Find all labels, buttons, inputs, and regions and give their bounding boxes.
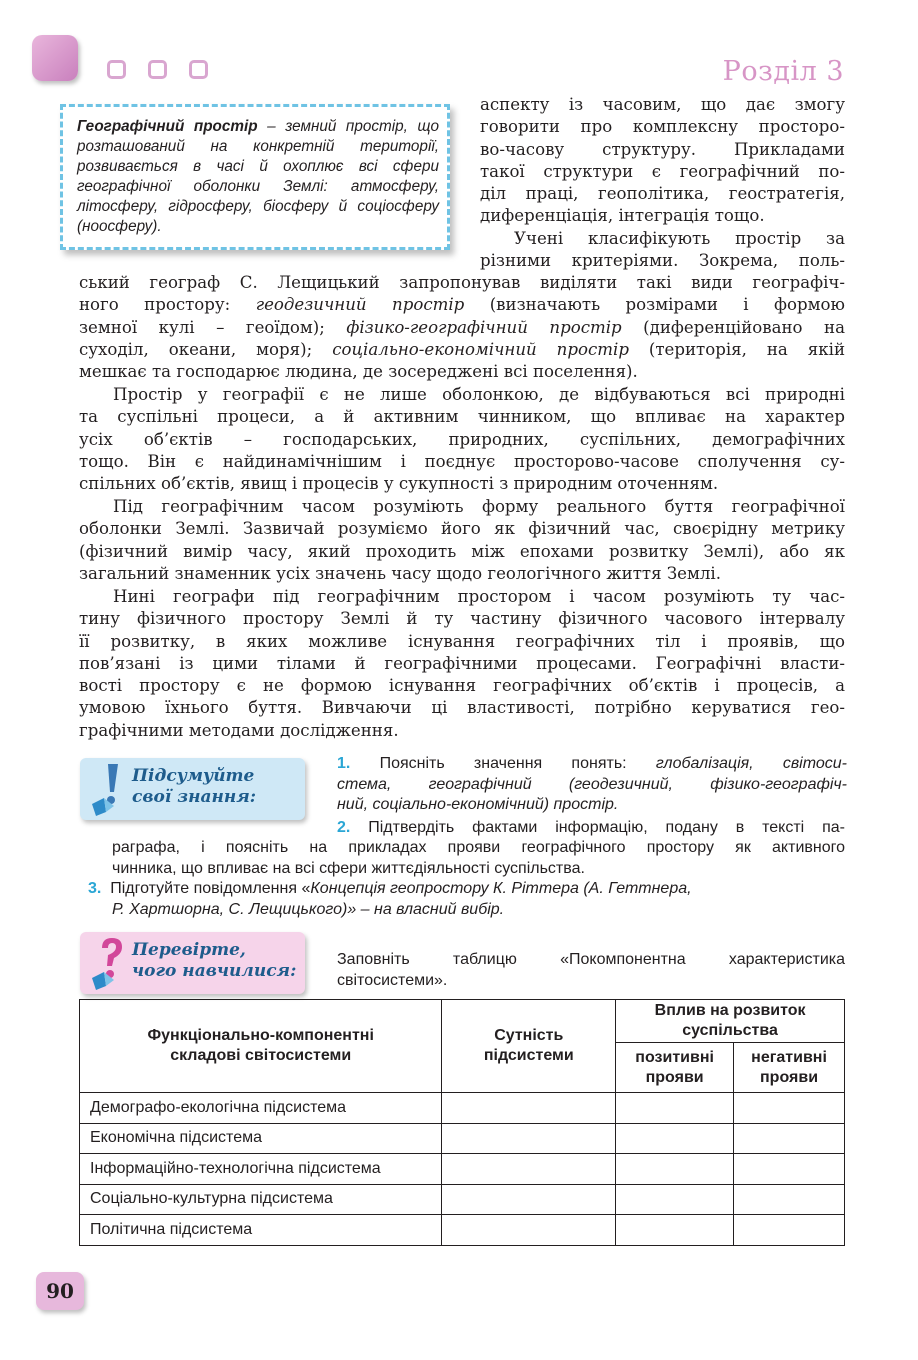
summary-badge-label xyxy=(132,766,256,808)
paragraph-4-line: (фізичний вимір часу, який проходить між епохами розвитку Землі), або як xyxy=(79,541,845,561)
subsystem-name: Економічна підсистема xyxy=(80,1123,442,1154)
paragraph-2-line xyxy=(79,317,845,339)
check-badge-label xyxy=(132,940,296,982)
check-task xyxy=(337,950,845,991)
empty-cell[interactable] xyxy=(616,1184,734,1215)
paragraph-4-line: оболонки Землі. Зазвичай розуміємо його як фізичний час, своєрідну метрику xyxy=(79,519,845,539)
decor-square-3 xyxy=(189,60,208,79)
text-run: (диференційовано на xyxy=(621,317,845,337)
paragraph-4 xyxy=(79,496,845,585)
empty-cell[interactable] xyxy=(734,1154,845,1185)
question-2-number: 2. xyxy=(337,819,351,836)
question-2-line-3: чинника, що впливає на всі сфери життєдіяльності суспільства. xyxy=(112,859,585,877)
summary-badge xyxy=(80,758,305,820)
paragraph-1-line: такої структури є географічний по- xyxy=(480,161,845,181)
paragraph-1-line: говорити про комплексну просторо- xyxy=(480,117,845,137)
question-2-continued xyxy=(112,838,845,879)
definition-body: – земний простір, що розташований на конкретній території, розвивається в часі й охоплює всі сфери географічної оболонки Землі: атмосферу, літосферу, гідросферу, біосферу й соціосферу (ноосферу). xyxy=(77,118,439,235)
question-1-line-3: ний, соціально-економічний) простір. xyxy=(337,796,619,813)
text-run: земної кулі – геоїдом); xyxy=(79,317,347,337)
subsystem-name: Соціально-культурна підсистема xyxy=(80,1184,442,1215)
empty-cell[interactable] xyxy=(616,1093,734,1124)
table-row xyxy=(80,1215,845,1246)
question-1-number: 1. xyxy=(337,755,351,772)
check-badge-line-2: чого навчилися: xyxy=(132,961,297,981)
paragraph-5-line: Нині географи під географічним простором і часом розуміють ту час- xyxy=(113,587,845,606)
empty-cell[interactable] xyxy=(442,1215,616,1246)
paragraph-3-line: спільних об’єктів, явищ і процесів у сукупності з природним оточенням. xyxy=(79,474,719,494)
question-3-line-2: Р. Хартшорна, С. Лещицького)» – на власний вибір. xyxy=(112,900,505,918)
empty-cell[interactable] xyxy=(734,1215,845,1246)
paragraph-4-line: Під географічним часом розуміють форму реального буття географічної xyxy=(113,497,845,516)
header-positive-line-2: прояви xyxy=(645,1068,704,1086)
paragraph-2-start xyxy=(480,228,845,273)
text-run: ський географ С. Лещицький запропонував виділяти такі види географіч- xyxy=(79,273,845,292)
text-run: суходіл, океани, моря); xyxy=(79,339,333,359)
empty-cell[interactable] xyxy=(442,1123,616,1154)
question-3-number: 3. xyxy=(88,880,102,897)
check-task-line-2: світосистеми». xyxy=(337,971,448,989)
empty-cell[interactable] xyxy=(616,1215,734,1246)
paragraph-3 xyxy=(79,384,845,495)
paragraph-5-line: графічними методами дослідження. xyxy=(79,720,399,740)
header-influence-line-2: суспільства xyxy=(682,1022,778,1039)
empty-cell[interactable] xyxy=(616,1154,734,1185)
empty-cell[interactable] xyxy=(442,1154,616,1185)
paragraph-1-line: диференціація, інтеграція тощо. xyxy=(480,206,765,226)
header-essence-line-1: Сутність xyxy=(494,1027,564,1044)
check-badge-line-1: Перевірте, xyxy=(132,940,246,960)
question-mark-icon xyxy=(88,934,128,992)
space-type-term: геодезичний простір xyxy=(255,295,465,315)
paragraph-1-line: діл праці, геополітика, геостратегія, xyxy=(480,184,845,204)
paragraph-3-line: Простір у географії є не лише оболонкою, де відбуваються всі природні xyxy=(113,385,845,404)
empty-cell[interactable] xyxy=(442,1184,616,1215)
question-3 xyxy=(88,879,845,920)
header-essence xyxy=(442,1000,616,1093)
space-type-term: соціально-економічний простір xyxy=(332,339,629,359)
definition-term: Географічний простір xyxy=(77,118,258,135)
section-marker-square xyxy=(32,35,78,81)
paragraph-3-line: та суспільні процеси, а й активним чинником, що впливає на характер xyxy=(79,407,845,427)
paragraph-1 xyxy=(480,94,845,228)
definition-box xyxy=(60,104,450,250)
question-2 xyxy=(337,818,845,839)
text-run: (визначають розмірами і формою xyxy=(464,295,845,315)
subsystem-name: Політична підсистема xyxy=(80,1215,442,1246)
header-components-line-1: Функціонально-компонентні xyxy=(147,1027,374,1044)
header-positive xyxy=(616,1043,734,1093)
paragraph-3-line: тощо. Він є найдинамічнішим і поєднує просторово-часове сполучення су- xyxy=(79,451,845,471)
paragraph-5-line: пов’язані із цими тілами й географічними процесами. Географічні власти- xyxy=(79,653,845,673)
paragraph-5 xyxy=(79,586,845,742)
paragraph-5-line: вості простору є не формою існування географічних об’єктів і процесів, а xyxy=(79,676,845,696)
empty-cell[interactable] xyxy=(734,1123,845,1154)
text-run: мешкає та господарює людина, де зосереджені всі поселення). xyxy=(79,362,638,382)
summary-badge-line-1: Підсумуйте xyxy=(132,766,255,786)
check-badge xyxy=(80,932,305,994)
empty-cell[interactable] xyxy=(734,1184,845,1215)
question-1-line-2: стема, географічний (геодезичний, фізико-географіч- xyxy=(337,775,847,793)
table-row xyxy=(80,1093,845,1124)
question-3-text: Підготуйте повідомлення « xyxy=(110,880,311,897)
paragraph-2-line: різними критеріями. Зокрема, поль- xyxy=(480,251,845,271)
table-header-row-1 xyxy=(80,1000,845,1043)
section-title: Розділ 3 xyxy=(722,56,844,87)
exclamation-icon xyxy=(88,760,128,818)
paragraph-2-line: Учені класифікують простір за xyxy=(514,229,845,248)
paragraph-2 xyxy=(79,272,845,383)
subsystem-table xyxy=(79,999,845,1246)
question-3-topic: Концепція геопростору К. Ріттера (А. Геттнера, xyxy=(310,880,692,897)
table-body xyxy=(80,1093,845,1246)
table-row xyxy=(80,1184,845,1215)
definition-text xyxy=(77,117,439,237)
question-1-text: Поясніть значення понять: xyxy=(379,755,656,772)
header-influence-line-1: Вплив на розвиток xyxy=(654,1002,806,1019)
paragraph-5-line: її розвитку, в яких можливе існування географічних тіл і проявів, що xyxy=(79,631,845,651)
header-negative xyxy=(734,1043,845,1093)
question-1 xyxy=(337,754,847,816)
header-negative-line-1: негативні xyxy=(751,1048,827,1066)
question-2-line-2: раграфа, і поясніть на прикладах прояви географічного простору як активного xyxy=(112,839,845,856)
paragraph-5-line: умовою їхнього буття. Вивчаючи ці властивості, потрібно керуватися гео- xyxy=(79,698,845,718)
header-essence-line-2: підсистеми xyxy=(483,1047,574,1064)
subsystem-name: Демографо-екологічна підсистема xyxy=(80,1093,442,1124)
check-task-line-1: Заповніть таблицю «Покомпонентна характеристика xyxy=(337,951,845,968)
paragraph-5-line: тину фізичного простору Землі й ту частину фізичного часового інтервалу xyxy=(79,609,845,629)
paragraph-2-line xyxy=(79,339,845,361)
paragraph-1-line: во-часову структуру. Прикладами xyxy=(480,139,845,159)
question-1-terms: глобалізація, світоси- xyxy=(655,755,848,772)
summary-badge-line-2: свої знання: xyxy=(132,787,257,807)
decor-square-1 xyxy=(107,60,126,79)
paragraph-2-line xyxy=(79,361,845,383)
subsystem-name: Інформаційно-технологічна підсистема xyxy=(80,1154,442,1185)
header-negative-line-2: прояви xyxy=(760,1068,819,1086)
header-components-line-2: складові світосистеми xyxy=(170,1047,352,1064)
header-influence xyxy=(616,1000,845,1043)
paragraph-2-line xyxy=(79,272,845,294)
paragraph-3-line: усіх об’єктів – господарських, природних, суспільних, демографічних xyxy=(79,429,845,449)
paragraph-2-line xyxy=(79,294,845,316)
table-row xyxy=(80,1123,845,1154)
table-row xyxy=(80,1154,845,1185)
empty-cell[interactable] xyxy=(442,1093,616,1124)
decor-square-2 xyxy=(148,60,167,79)
paragraph-4-line: загальний знаменник усіх значень часу щодо геологічного життя Землі. xyxy=(79,563,722,583)
text-run: (територія, на якій xyxy=(628,339,846,359)
text-run: ного простору: xyxy=(79,295,256,315)
empty-cell[interactable] xyxy=(734,1093,845,1124)
header-positive-line-1: позитивні xyxy=(635,1048,714,1066)
empty-cell[interactable] xyxy=(616,1123,734,1154)
page-number: 90 xyxy=(36,1272,84,1310)
paragraph-1-line: аспекту із часовим, що дає змогу xyxy=(480,95,845,114)
space-type-term: фізико-географічний простір xyxy=(346,317,622,337)
header-components xyxy=(80,1000,442,1093)
question-2-line-1: Підтвердіть фактами інформацію, подану в тексті па- xyxy=(368,819,845,836)
